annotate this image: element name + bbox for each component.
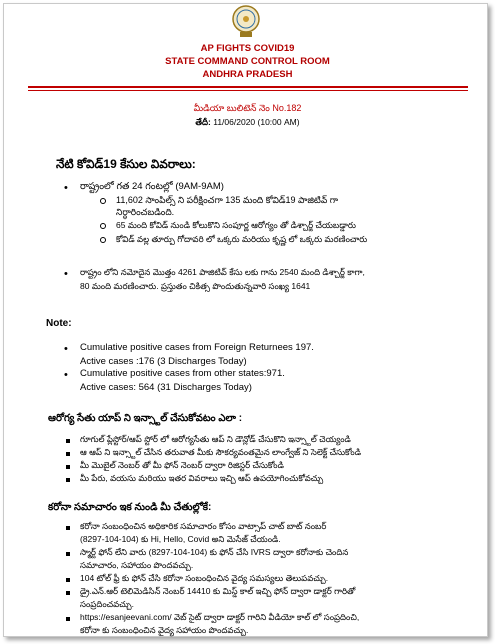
bullet-icon xyxy=(66,452,70,456)
bullet-icon: • xyxy=(64,369,68,381)
samples-line-cont: నిర్ధారించబడింది. xyxy=(116,207,175,217)
ivrs-line-cont: సమాచారం, సహాయం పొందవచ్చు. xyxy=(80,560,194,570)
sub-bullet-icon xyxy=(100,223,106,229)
bullet-icon: • xyxy=(64,268,68,280)
total-cases-line: రాష్ట్రం లోని నమోదైన మొత్తం 4261 పాజిటివ్ కేసు లకు గాను 2540 మంది డిశ్చార్జ్ కాగా, xyxy=(80,267,365,277)
discharged-line: 65 మంది కోవిడ్ నుండి కోలుకొని సంపూర్ణ ఆరోగ్యం తో డిశ్చార్జ్ చేయబడ్డారు xyxy=(116,220,356,230)
header-divider-thin xyxy=(28,90,468,91)
header-state: ANDHRA PRADESH xyxy=(202,69,293,80)
telemedicine-line: డ్రై.ఎన్.ఆర్ టెలిమెడిసిన్ నెంబర్ 14410 కు మిస్డ్ కాల్ ఇచ్చి ఫోన్ ద్వారా డాక్టర్ గారితో xyxy=(80,586,356,596)
ivrs-line: స్మార్ట్ ఫోన్ లేని వారు (8297-104-104) కు ఫోన్ చేసి IVRS ద్వారా కరోనాకు చెందిన xyxy=(80,547,349,557)
other-states-active-line: Active cases: 564 (31 Discharges Today) xyxy=(80,382,252,393)
foreign-returnees-line: Cumulative positive cases from Foreign Returnees 197. xyxy=(80,342,314,353)
total-cases-line-cont: 80 మంది మరణించారు. ప్రస్తుతం చికిత్స పొందుతున్నవారి సంఖ్య 1641 xyxy=(80,281,311,291)
date-value: 11/06/2020 (10:00 AM) xyxy=(210,117,300,127)
bullet-icon: • xyxy=(64,182,68,194)
deaths-line: కోవిడ్ వల్ల తూర్పు గోదావరి లో ఒక్కరు మరియు కృష్ణ లో ఒక్కరు మరణించారు xyxy=(116,234,368,244)
state-emblem-icon xyxy=(231,4,261,38)
header-divider-thick xyxy=(28,86,468,88)
bulletin-number: మీడియా బులిటెన్ నెం No.182 xyxy=(193,103,302,113)
setu-step-4: మీ పేరు, వయసు మరియు ఇతర వివరాలు ఇచ్చి ఆప్ ఉపయోగించుకోవచ్చు xyxy=(80,473,324,483)
bullet-icon xyxy=(66,552,70,556)
note-heading: Note: xyxy=(46,318,72,329)
foreign-active-line: Active cases :176 (3 Discharges Today) xyxy=(80,356,247,367)
esanjeevani-line-cont: కరోనా కు సంబంధించిన వైద్య సహాయం పొందవచ్చు. xyxy=(80,625,249,635)
whatsapp-line: కరోనా సంబంధించిన అధికారిక సమాచారం కోసం వాట్సాప్ చాట్ బాట్ నంబర్ xyxy=(80,521,327,531)
header-subtitle: STATE COMMAND CONTROL ROOM xyxy=(165,56,330,67)
other-states-line: Cumulative positive cases from other states:971. xyxy=(80,368,285,379)
covid-cases-heading: నేటి కోవిడ్19 కేసుల వివరాలు: xyxy=(56,157,196,171)
bullet-icon xyxy=(66,526,70,530)
tollfree-line: 104 టోల్ ఫ్రీ కు ఫోన్ చేసి కరోనా సంబంధించిన వైద్య సమస్యలు తెలుపవచ్చు. xyxy=(80,573,329,583)
date-label: తేదీ: xyxy=(195,117,211,127)
esanjeevani-line: https://esanjeevani.com/ వెబ్ సైట్ ద్వారా డాక్టర్ గారిని వీడియో కాల్ లో సంప్రదించి, xyxy=(80,612,360,622)
bullet-icon xyxy=(66,578,70,582)
corona-info-heading: కరోనా సమాచారం ఇక నుండి మీ చేతుల్లోకే: xyxy=(48,502,212,513)
header-title: AP FIGHTS COVID19 xyxy=(200,43,295,54)
last-24h-line: రాష్ట్రంలో గత 24 గంటల్లో (9AM-9AM) xyxy=(80,181,224,192)
bullet-icon xyxy=(66,591,70,595)
setu-step-3: మీ మొబైల్ నెంబర్ తో మీ ఫోన్ నెంబర్ ద్వారా రిజిస్టర్ చేసుకోండి xyxy=(80,460,284,470)
bullet-icon: • xyxy=(64,343,68,355)
telemedicine-line-cont: సంప్రదించవచ్చు. xyxy=(80,599,134,609)
bullet-icon xyxy=(66,465,70,469)
aarogya-setu-heading: ఆరోగ్య సేతు యాప్ ని ఇన్స్టాల్ చేసుకోవటం ఎలా : xyxy=(48,413,243,424)
whatsapp-line-cont: (8297-104-104) కు Hi, Hello, Covid అని మెసేజ్ చేయండి. xyxy=(80,534,281,544)
sub-bullet-icon xyxy=(100,198,106,204)
sub-bullet-icon xyxy=(100,237,106,243)
bullet-icon xyxy=(66,617,70,621)
setu-step-2: ఆ ఆప్ ని ఇన్స్టాల్ చేసిన తరువాత మీకు సౌకర్యవంతమైన లాంగ్వేజ్ ని సెలెక్ట్ చేసుకోండి xyxy=(80,447,361,457)
bullet-icon xyxy=(66,478,70,482)
bulletin-date xyxy=(0,117,495,130)
samples-line: 11,602 సాంపిల్స్ ని పరీక్షించగా 135 మంది కోవిడ్19 పాజిటివ్ గా xyxy=(116,195,339,205)
bullet-icon xyxy=(66,439,70,443)
setu-step-1: గూగుల్ ప్లేస్టోర్/ఆప్ స్టోర్ లో ఆరోగ్యసేతు ఆప్ ని డౌన్లోడ్ చేసుకొని ఇన్స్టాల్ చెయ్యండి xyxy=(80,434,351,444)
